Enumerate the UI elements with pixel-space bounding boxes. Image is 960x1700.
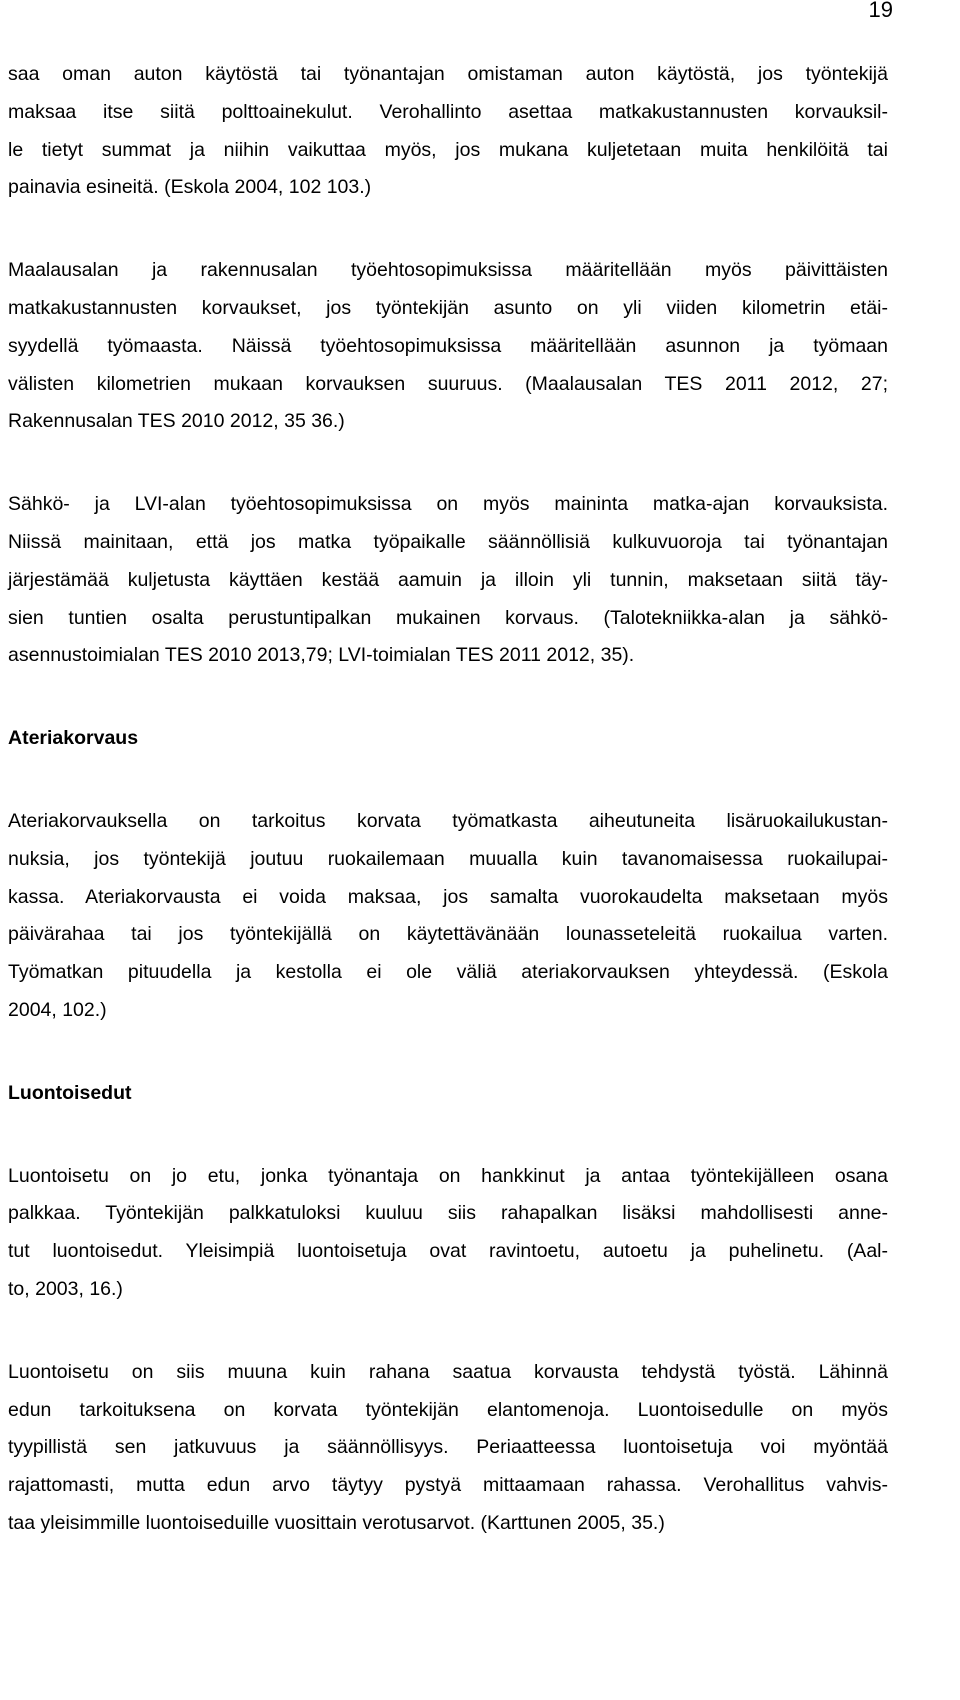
paragraph-electrical-hvac [8,486,888,675]
section-heading-ateriakorvaus: Ateriakorvaus [8,727,139,750]
paragraph-meal-compensation [8,803,888,1030]
text-line: matkakustannusten korvaukset, jos työntekijän asunto on yli viiden kilometrin etäi- [8,296,888,319]
paragraph-benefits-in-kind [8,1158,888,1309]
text-line: taa yleisimmille luontoiseduille vuosittain verotusarvot. (Karttunen 2005, 35.) [8,1511,665,1534]
text-line: tyypillistä sen jatkuvuus ja säännöllisyys. Periaatteessa luontoisetuja voi myöntää [8,1436,888,1459]
text-line: välisten kilometrien mukaan korvauksen suuruus. (Maalausalan TES 2011 2012, 27; [8,372,888,395]
text-line: edun tarkoituksena on korvata työntekijän elantomenoja. Luontoisedulle on myös [8,1398,888,1421]
text-line: Työmatkan pituudella ja kestolla ei ole väliä ateriakorvauksen yhteydessä. (Eskola [8,961,888,984]
text-line: le tietyt summat ja niihin vaikuttaa myös, jos mukana kuljetetaan muita henkilöitä tai [8,138,888,161]
text-line: syydellä työmaasta. Näissä työehtosopimuksissa määritellään asunnon ja työmaan [8,334,888,357]
text-line: Maalausalan ja rakennusalan työehtosopimuksissa määritellään myös päivittäisten [8,259,888,282]
text-line: asennustoimialan TES 2010 2013,79; LVI-toimialan TES 2011 2012, 35). [8,644,635,667]
text-line: rajattomasti, mutta edun arvo täytyy pystyä mittaamaan rahassa. Verohallitus vahvis- [8,1474,888,1497]
text-line: Niissä mainitaan, että jos matka työpaikalle säännöllisiä kulkuvuoroja tai työnantajan [8,530,888,553]
section-heading-luontoisedut: Luontoisedut [8,1081,132,1104]
text-line: saa oman auton käytöstä tai työnantajan omistaman auton käytöstä, jos työntekijä [8,63,888,85]
paragraph-painting-construction [8,252,888,441]
text-line: sien tuntien osalta perustuntipalkan mukainen korvaus. (Talotekniikka-alan ja sähkö- [8,606,888,629]
page-number: 19 [868,0,893,22]
text-line: Luontoisetu on jo etu, jonka työnantaja on hankkinut ja antaa työntekijälleen osana [8,1164,888,1187]
text-line: palkkaa. Työntekijän palkkatuloksi kuuluu siis rahapalkan lisäksi mahdollisesti anne- [8,1202,888,1225]
text-line: to, 2003, 16.) [8,1277,123,1300]
text-line: Rakennusalan TES 2010 2012, 35 36.) [8,410,345,433]
text-line: nuksia, jos työntekijä joutuu ruokailemaan muualla kuin tavanomaisessa ruokailupai- [8,847,888,870]
text-line: kassa. Ateriakorvausta ei voida maksaa, jos samalta vuorokaudelta maksetaan myös [8,885,888,908]
document-body [8,56,888,1543]
paragraph-travel-costs [8,56,888,207]
text-line: Sähkö- ja LVI-alan työehtosopimuksissa on myös maininta matka-ajan korvauksista. [8,493,888,516]
text-line: päivärahaa tai jos työntekijällä on käytettävänään lounasseteleitä ruokailua varten. [8,923,888,946]
text-line: painavia esineitä. (Eskola 2004, 102 103.) [8,176,372,199]
text-line: 2004, 102.) [8,998,107,1021]
text-line: maksaa itse siitä polttoainekulut. Verohallinto asettaa matkakustannusten korvauksil- [8,100,888,123]
paragraph-benefit-valuation [8,1354,888,1543]
text-line: Luontoisetu on siis muuna kuin rahana saatua korvausta tehdystä työstä. Lähinnä [8,1360,888,1383]
text-line: Ateriakorvauksella on tarkoitus korvata työmatkasta aiheutuneita lisäruokailukustan- [8,809,888,832]
text-line: järjestämää kuljetusta käyttäen kestää aamuin ja illoin yli tunnin, maksetaan siitä täy- [8,568,888,591]
text-line: tut luontoisedut. Yleisimpiä luontoisetuja ovat ravintoetu, autoetu ja puhelinetu. (Aal- [8,1240,888,1263]
